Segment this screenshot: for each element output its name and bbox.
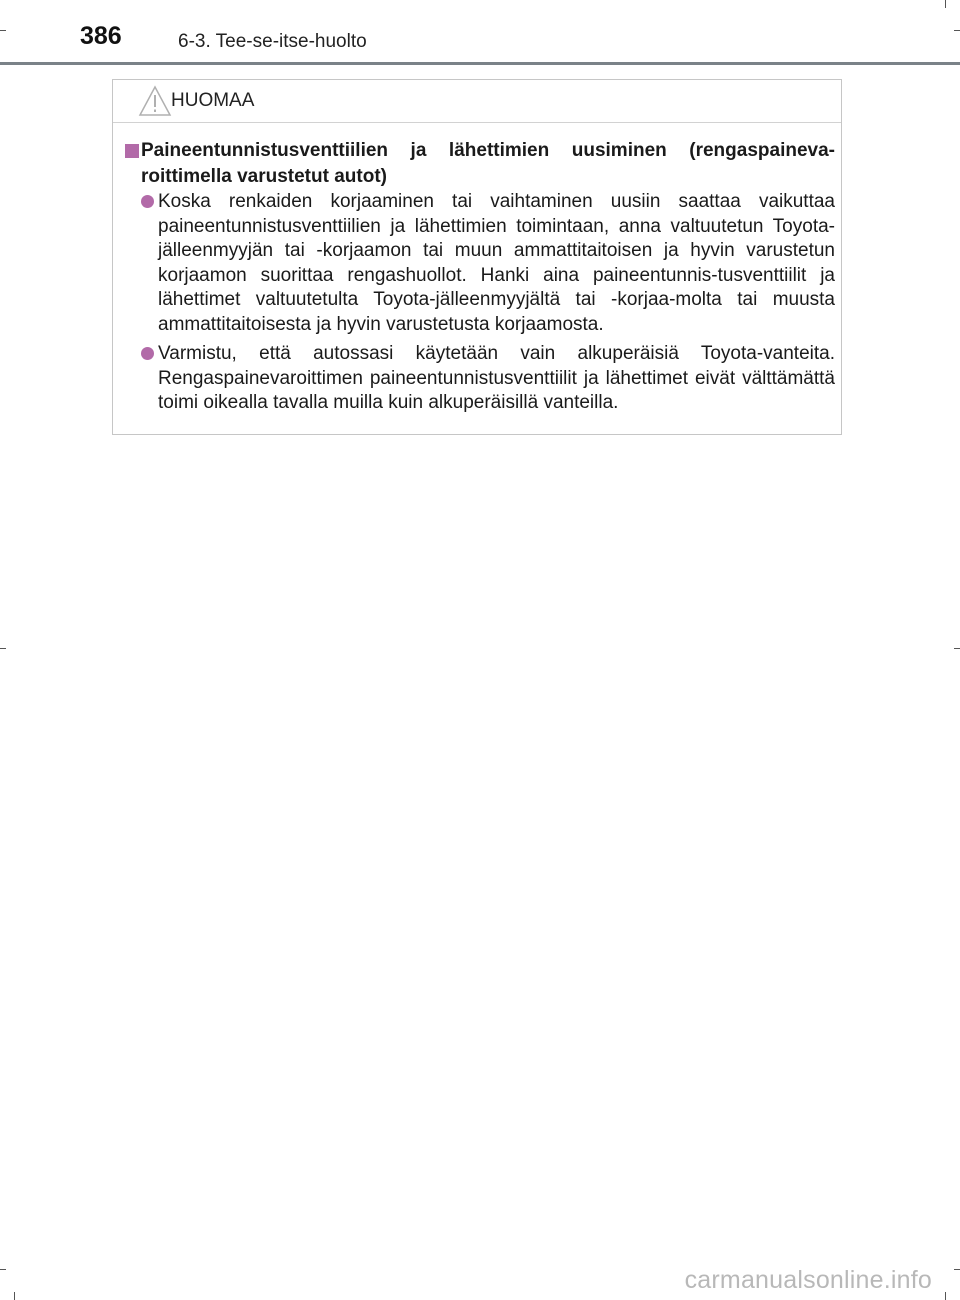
list-item-text: Koska renkaiden korjaaminen tai vaihtaminen uusiin saattaa vaikuttaa paineentunnistusventtiilien ja lähettimien toimintaan, anna valtuutetun Toyota-jälleenmyyjän tai -korjaamon tai muun ammattitaitoisen ja hyvin varustetun korjaamon suorittaa rengashuollot. Hanki aina paineentunnis-tusventtiilit ja lähettimet valtuutetulta Toyota-jälleenmyyjältä tai -korjaa-molta tai muusta ammattitaitoisesta ja hyvin varustetusta korjaamosta. bbox=[158, 191, 835, 335]
crop-mark bbox=[945, 1292, 946, 1300]
crop-mark bbox=[945, 0, 946, 8]
square-bullet-icon bbox=[125, 144, 139, 158]
notice-heading bbox=[125, 138, 835, 190]
watermark: carmanualsonline.info bbox=[684, 1266, 932, 1294]
crop-mark bbox=[954, 1269, 960, 1270]
section-title: 6-3. Tee-se-itse-huolto bbox=[178, 31, 367, 52]
warning-triangle-icon bbox=[137, 84, 173, 118]
crop-mark bbox=[0, 648, 6, 649]
round-bullet-icon bbox=[141, 347, 154, 360]
header-rule bbox=[0, 62, 960, 65]
notice-heading-text: Paineentunnistusventtiilien ja lähettimien uusiminen (rengaspaineva-roittimella varustetut autot) bbox=[141, 140, 835, 187]
list-item bbox=[141, 190, 835, 338]
notice-title: HUOMAA bbox=[171, 90, 255, 111]
crop-mark bbox=[0, 1269, 6, 1270]
page-number: 386 bbox=[80, 22, 122, 50]
crop-mark bbox=[954, 648, 960, 649]
crop-mark bbox=[954, 30, 960, 31]
crop-mark bbox=[14, 1292, 15, 1300]
list-item bbox=[141, 342, 835, 416]
notice-box bbox=[112, 79, 842, 435]
notice-header bbox=[113, 80, 841, 123]
round-bullet-icon bbox=[141, 195, 154, 208]
crop-mark bbox=[0, 30, 6, 31]
list-item-text: Varmistu, että autossasi käytetään vain alkuperäisiä Toyota-vanteita. Rengaspainevaroittimen paineentunnistusventtiilit ja lähettimet eivät välttämättä toimi oikealla tavalla muilla kuin alkuperäisillä vanteilla. bbox=[158, 343, 835, 414]
